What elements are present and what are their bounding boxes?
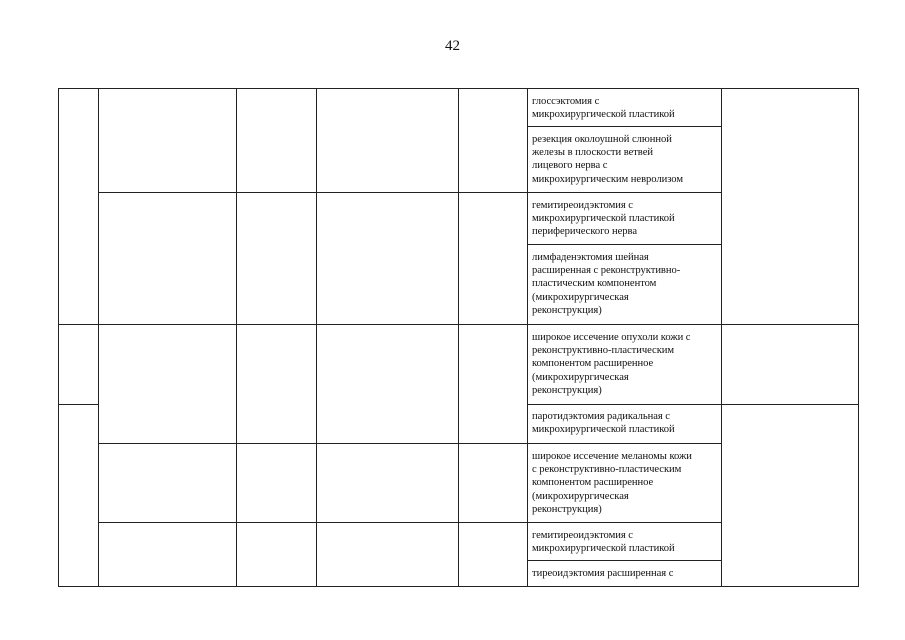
table-border-left xyxy=(58,88,59,586)
procedure-cell: широкое иссечение опухоли кожи с реконструктивно-пластическим компонентом расширенное (микрохирургическая реконструкция) xyxy=(532,332,691,396)
row-divider-8 xyxy=(98,522,722,523)
col-divider-3 xyxy=(316,88,317,586)
procedure-cell: лимфаденэктомия шейная расширенная с реконструктивно- пластическим компонентом (микрохирургическая реконструкция) xyxy=(532,252,681,316)
row-divider-2 xyxy=(98,192,722,193)
row-divider-5 xyxy=(58,404,98,405)
procedure-cell: гемитиреоидэктомия с микрохирургической пластикой периферического нерва xyxy=(532,200,675,238)
procedure-cell: глоссэктомия с микрохирургической пластикой xyxy=(532,96,675,121)
row-divider-9 xyxy=(527,560,722,561)
row-divider-3 xyxy=(527,244,722,245)
col-divider-5 xyxy=(527,88,528,586)
page-number: 42 xyxy=(445,38,460,54)
row-divider-1 xyxy=(527,126,722,127)
table-border-top xyxy=(58,88,859,89)
procedure-cell: резекция околоушной слюнной железы в плоскости ветвей лицевого нерва с микрохирургическим невролизом xyxy=(532,134,684,185)
col-divider-2 xyxy=(236,88,237,586)
row-divider-4 xyxy=(58,324,859,325)
col-divider-4 xyxy=(458,88,459,586)
procedure-cell: гемитиреоидэктомия с микрохирургической пластикой xyxy=(532,530,675,555)
col-divider-1 xyxy=(98,88,99,586)
table-border-bottom xyxy=(58,586,859,587)
procedure-cell: паротидэктомия радикальная с микрохирургической пластикой xyxy=(532,411,675,436)
procedure-cell: широкое иссечение меланомы кожи с реконструктивно-пластическим компонентом расширенное (микрохирургическая реконструкция) xyxy=(532,451,692,515)
procedure-cell: тиреоидэктомия расширенная с xyxy=(532,568,674,579)
row-divider-6 xyxy=(527,404,859,405)
table-border-right xyxy=(858,88,859,586)
row-divider-7 xyxy=(98,443,722,444)
